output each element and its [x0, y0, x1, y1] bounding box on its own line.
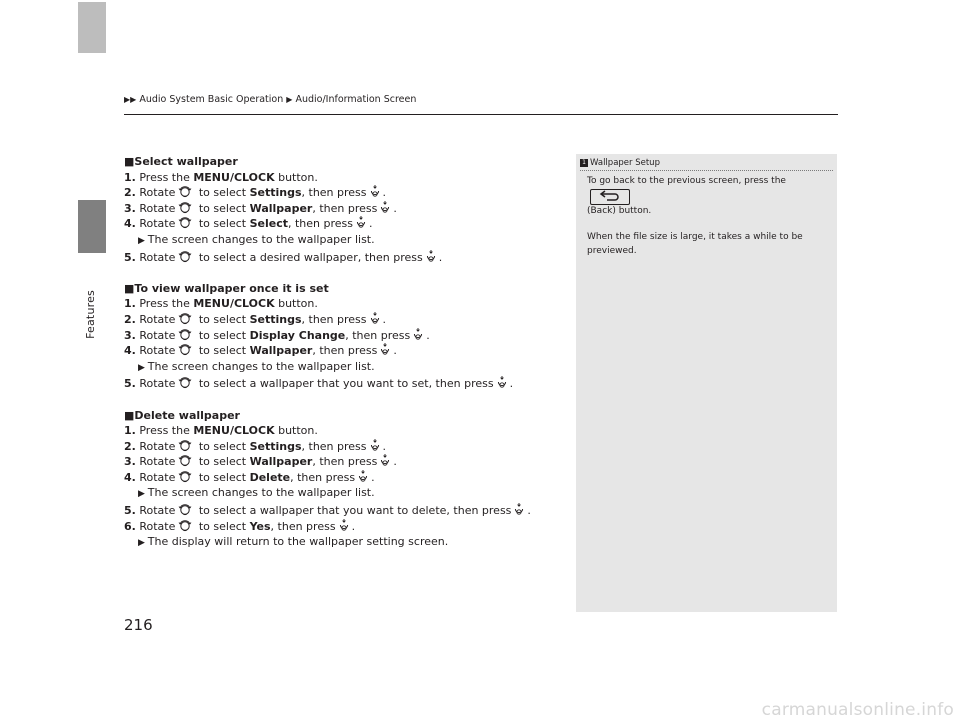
step-text: to select — [195, 519, 250, 533]
selector-knob-icon — [178, 519, 192, 533]
step-key: Wallpaper — [249, 201, 313, 215]
step-number: 2. — [124, 186, 136, 200]
step-text: to select a wallpaper that you want to delete, then press — [195, 504, 512, 518]
square-bullet-icon: ■ — [124, 408, 135, 422]
step-key: MENU/CLOCK — [193, 170, 275, 184]
step-row — [124, 343, 564, 359]
step-text: to select a wallpaper that you want to set, then press — [195, 377, 494, 391]
note-number-badge: 1 — [580, 159, 588, 167]
sidebar-paragraph: When the file size is large, it takes a while to be previewed. — [587, 232, 803, 256]
step-text: , then press — [301, 186, 367, 200]
step-text: to select — [195, 328, 250, 342]
selector-knob-icon — [178, 470, 192, 484]
step-key: Settings — [249, 439, 302, 453]
breadcrumb-item[interactable]: Audio System Basic Operation — [139, 94, 284, 105]
step-number: 2. — [124, 439, 136, 453]
step-result-text: The screen changes to the wallpaper list. — [147, 232, 375, 246]
step-key: Delete — [249, 470, 291, 484]
step-text: Rotate — [139, 217, 176, 231]
step-text: Rotate — [139, 504, 176, 518]
step-result — [124, 534, 564, 552]
step-text: Press the — [139, 424, 194, 438]
result-arrow-icon: ▶ — [138, 489, 148, 500]
selector-knob-icon — [178, 439, 192, 453]
selector-knob-icon — [178, 216, 192, 230]
step-text: . — [393, 344, 397, 358]
section-title-text: Delete wallpaper — [134, 408, 240, 422]
step-text: Rotate — [139, 312, 176, 326]
step-key: Wallpaper — [249, 455, 313, 469]
selector-knob-icon — [178, 454, 192, 468]
main-content — [124, 154, 564, 552]
selector-knob-icon — [178, 250, 192, 264]
step-number: 6. — [124, 519, 136, 533]
step-text: , then press — [345, 328, 411, 342]
step-text: to select — [195, 201, 250, 215]
step-row — [124, 470, 564, 486]
step-key: Yes — [249, 519, 271, 533]
press-knob-icon — [369, 439, 381, 453]
result-arrow-icon: ▶ — [138, 538, 148, 549]
selector-knob-icon — [178, 343, 192, 357]
step-number: 2. — [124, 312, 136, 326]
step-number: 3. — [124, 201, 136, 215]
step-text: . — [393, 455, 397, 469]
step-row — [124, 328, 564, 344]
step-text: , then press — [287, 217, 353, 231]
step-text: to select a desired wallpaper, then press — [195, 250, 423, 264]
step-key: Select — [249, 217, 288, 231]
step-text: Rotate — [139, 250, 176, 264]
step-text: Rotate — [139, 201, 176, 215]
step-text: . — [382, 186, 387, 200]
step-text: . — [382, 439, 387, 453]
step-key: Settings — [249, 312, 302, 326]
step-text: to select — [195, 439, 250, 453]
step-text: . — [351, 519, 356, 533]
sidebar-paragraph — [587, 175, 827, 218]
step-text: , then press — [312, 455, 378, 469]
section-gap — [124, 265, 564, 281]
step-key: Display Change — [249, 328, 346, 342]
step-row — [124, 376, 564, 392]
section-gap — [124, 392, 564, 408]
step-text: . — [426, 328, 430, 342]
press-knob-icon — [357, 470, 369, 484]
press-knob-icon — [338, 519, 350, 533]
step-text: to select — [195, 470, 250, 484]
press-knob-icon — [379, 454, 391, 468]
step-text: Rotate — [139, 377, 176, 391]
square-bullet-icon: ■ — [124, 155, 135, 168]
step-result-text: The screen changes to the wallpaper list. — [147, 359, 375, 373]
back-arrow-icon — [590, 189, 630, 205]
step-row — [124, 423, 564, 439]
section-title-text: To view wallpaper once it is set — [134, 281, 329, 295]
section-title — [124, 154, 564, 170]
step-row — [124, 296, 564, 312]
sidebar-title — [580, 158, 660, 168]
step-row — [124, 439, 564, 455]
step-text: to select — [195, 344, 250, 358]
step-number: 5. — [124, 250, 136, 264]
step-text: Rotate — [139, 519, 176, 533]
step-number: 3. — [124, 328, 136, 342]
sidebar-divider — [580, 170, 833, 171]
step-key: MENU/CLOCK — [193, 297, 275, 311]
step-number: 4. — [124, 217, 136, 231]
step-key: MENU/CLOCK — [193, 424, 275, 438]
step-text: Rotate — [139, 455, 176, 469]
step-number: 4. — [124, 344, 136, 358]
step-key: Wallpaper — [249, 344, 313, 358]
step-row — [124, 216, 564, 232]
step-number: 1. — [124, 424, 136, 438]
selector-knob-icon — [178, 185, 192, 199]
step-number: 3. — [124, 455, 136, 469]
selector-knob-icon — [178, 201, 192, 215]
step-text: , then press — [301, 312, 367, 326]
selector-knob-icon — [178, 376, 192, 390]
result-arrow-icon: ▶ — [138, 362, 148, 373]
section-title — [124, 281, 564, 297]
step-result — [124, 359, 564, 377]
step-text: button. — [274, 297, 318, 311]
section-title — [124, 408, 564, 424]
step-row — [124, 185, 564, 201]
section-title-text: Select wallpaper — [134, 155, 238, 168]
selector-knob-icon — [178, 312, 192, 326]
step-text: to select — [195, 455, 250, 469]
step-text: Rotate — [139, 470, 176, 484]
step-text: . — [527, 504, 531, 518]
press-knob-icon — [425, 250, 437, 264]
step-text: Rotate — [139, 439, 176, 453]
selector-knob-icon — [178, 503, 192, 517]
step-text: Press the — [139, 297, 194, 311]
step-row — [124, 312, 564, 328]
result-arrow-icon: ▶ — [138, 235, 148, 246]
step-row — [124, 250, 564, 266]
step-text: to select — [195, 217, 250, 231]
press-knob-icon — [496, 376, 508, 390]
step-number: 1. — [124, 170, 136, 184]
press-knob-icon — [369, 185, 381, 199]
breadcrumb-item[interactable]: Audio/Information Screen — [295, 94, 417, 105]
press-knob-icon — [379, 343, 391, 357]
square-bullet-icon: ■ — [124, 281, 135, 295]
step-text: , then press — [290, 470, 356, 484]
press-knob-icon — [369, 312, 381, 326]
press-knob-icon — [379, 201, 391, 215]
step-text: Rotate — [139, 344, 176, 358]
step-text: Press the — [139, 170, 194, 184]
step-text: , then press — [312, 201, 378, 215]
step-text: . — [371, 470, 375, 484]
side-tab-label: Features — [84, 290, 97, 339]
press-knob-icon — [412, 328, 424, 342]
watermark: carmanualsonline.info — [761, 700, 954, 720]
step-text: button. — [274, 170, 318, 184]
step-number: 5. — [124, 504, 136, 518]
step-result-text: The display will return to the wallpaper setting screen. — [147, 535, 449, 549]
step-row — [124, 170, 564, 186]
step-text: . — [382, 312, 387, 326]
step-key: Settings — [249, 186, 302, 200]
step-text: to select — [195, 186, 250, 200]
breadcrumb-arrow-icon: ▶▶ — [124, 95, 137, 104]
page-number: 216 — [124, 616, 153, 634]
step-text: , then press — [270, 519, 336, 533]
step-text: . — [438, 250, 443, 264]
step-text: . — [509, 377, 514, 391]
side-tab-active-block — [78, 200, 106, 253]
side-tab-block — [78, 2, 106, 53]
step-row — [124, 503, 564, 519]
sidebar-para1-post: (Back) button. — [587, 205, 652, 216]
sidebar-para1-pre: To go back to the previous screen, press the — [587, 176, 786, 186]
step-number: 4. — [124, 470, 136, 484]
step-number: 5. — [124, 377, 136, 391]
step-text: , then press — [301, 439, 367, 453]
step-result — [124, 485, 564, 503]
step-row — [124, 454, 564, 470]
selector-knob-icon — [178, 328, 192, 342]
step-text: . — [393, 201, 397, 215]
step-text: Rotate — [139, 328, 176, 342]
step-row — [124, 519, 564, 535]
step-text: to select — [195, 312, 250, 326]
press-knob-icon — [355, 216, 367, 230]
step-result — [124, 232, 564, 250]
step-result-text: The screen changes to the wallpaper list. — [147, 486, 375, 500]
step-number: 1. — [124, 297, 136, 311]
breadcrumb — [124, 94, 416, 105]
sidebar-text — [587, 175, 827, 271]
step-text: . — [369, 217, 373, 231]
step-text: button. — [274, 424, 318, 438]
step-text: , then press — [312, 344, 378, 358]
sidebar-note — [576, 154, 837, 612]
header-rule — [124, 114, 838, 115]
step-row — [124, 201, 564, 217]
sidebar-title-text: Wallpaper Setup — [590, 158, 660, 168]
breadcrumb-arrow-icon: ▶ — [286, 95, 293, 104]
press-knob-icon — [513, 503, 525, 517]
step-text: Rotate — [139, 186, 176, 200]
